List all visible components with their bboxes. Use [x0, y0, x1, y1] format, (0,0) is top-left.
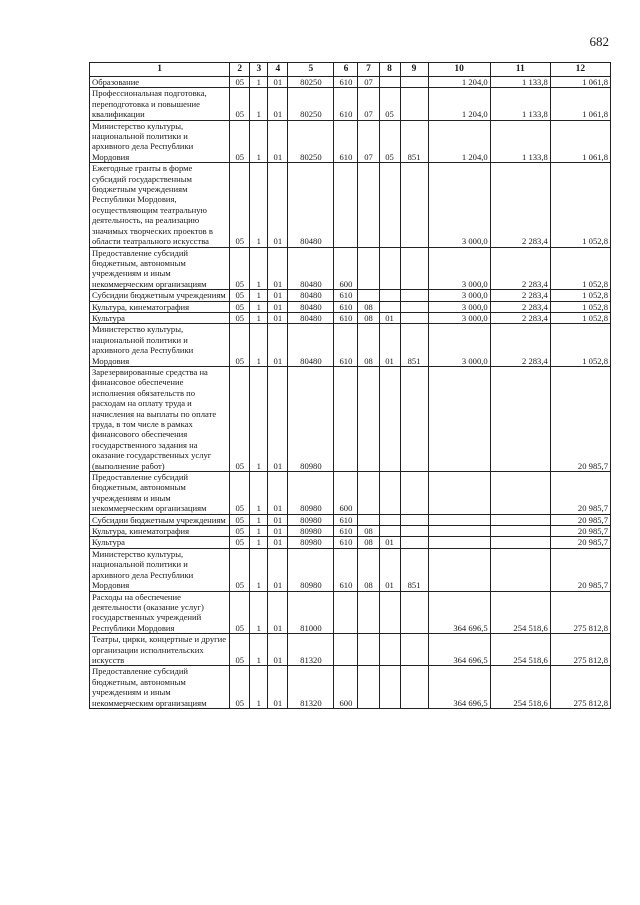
- amount-cell: 2 283,4: [490, 247, 550, 290]
- code-cell: 01: [268, 472, 288, 515]
- code-cell: 1: [250, 366, 268, 471]
- table-row: [90, 301, 611, 312]
- column-header: 12: [550, 63, 610, 77]
- code-cell: 80250: [288, 77, 334, 88]
- code-cell: [358, 514, 379, 525]
- code-cell: [358, 634, 379, 666]
- amount-cell: 3 000,0: [428, 324, 490, 367]
- code-cell: 600: [334, 472, 358, 515]
- table-row: [90, 514, 611, 525]
- code-cell: [334, 163, 358, 247]
- code-cell: [334, 591, 358, 634]
- code-cell: 80480: [288, 324, 334, 367]
- amount-cell: 3 000,0: [428, 301, 490, 312]
- amount-cell: 1 061,8: [550, 88, 610, 120]
- amount-cell: [428, 526, 490, 537]
- code-cell: [400, 537, 428, 548]
- code-cell: 80480: [288, 290, 334, 301]
- code-cell: 81320: [288, 634, 334, 666]
- amount-cell: 1 204,0: [428, 77, 490, 88]
- code-cell: 1: [250, 472, 268, 515]
- code-cell: 01: [268, 120, 288, 163]
- code-cell: [400, 247, 428, 290]
- amount-cell: [428, 537, 490, 548]
- amount-cell: 20 985,7: [550, 514, 610, 525]
- code-cell: [334, 634, 358, 666]
- amount-cell: 1 204,0: [428, 120, 490, 163]
- column-header: 9: [400, 63, 428, 77]
- amount-cell: 2 283,4: [490, 301, 550, 312]
- code-cell: [379, 366, 400, 471]
- code-cell: 600: [334, 247, 358, 290]
- table-row: [90, 537, 611, 548]
- code-cell: 81000: [288, 591, 334, 634]
- code-cell: [400, 77, 428, 88]
- code-cell: 05: [230, 247, 250, 290]
- amount-cell: 3 000,0: [428, 247, 490, 290]
- table-header-row: [90, 63, 611, 77]
- code-cell: 05: [230, 301, 250, 312]
- code-cell: 05: [230, 366, 250, 471]
- code-cell: 610: [334, 548, 358, 591]
- table-row: [90, 526, 611, 537]
- amount-cell: 1 061,8: [550, 77, 610, 88]
- code-cell: 610: [334, 301, 358, 312]
- code-cell: 80250: [288, 120, 334, 163]
- table-row: [90, 548, 611, 591]
- code-cell: [400, 290, 428, 301]
- code-cell: [400, 591, 428, 634]
- amount-cell: 1 061,8: [550, 120, 610, 163]
- code-cell: [379, 634, 400, 666]
- column-header: 3: [250, 63, 268, 77]
- code-cell: [358, 666, 379, 709]
- amount-cell: 20 985,7: [550, 366, 610, 471]
- row-name-cell: Расходы на обеспечение деятельности (оказание услуг) государственных учреждений Республики Мордовия: [90, 591, 230, 634]
- amount-cell: [428, 548, 490, 591]
- code-cell: 1: [250, 526, 268, 537]
- code-cell: 08: [358, 537, 379, 548]
- row-name-cell: Субсидии бюджетным учреждениям: [90, 290, 230, 301]
- code-cell: [400, 526, 428, 537]
- amount-cell: [490, 472, 550, 515]
- amount-cell: 275 812,8: [550, 591, 610, 634]
- code-cell: 600: [334, 666, 358, 709]
- column-header: 10: [428, 63, 490, 77]
- code-cell: 05: [379, 120, 400, 163]
- table-row: [90, 120, 611, 163]
- amount-cell: [428, 472, 490, 515]
- column-header: 7: [358, 63, 379, 77]
- code-cell: 01: [268, 312, 288, 323]
- code-cell: 1: [250, 312, 268, 323]
- amount-cell: 254 518,6: [490, 591, 550, 634]
- code-cell: [379, 247, 400, 290]
- code-cell: [400, 634, 428, 666]
- table-row: [90, 88, 611, 120]
- amount-cell: 20 985,7: [550, 526, 610, 537]
- amount-cell: 1 204,0: [428, 88, 490, 120]
- row-name-cell: Субсидии бюджетным учреждениям: [90, 514, 230, 525]
- table-row: [90, 312, 611, 323]
- table-row: [90, 290, 611, 301]
- code-cell: 01: [268, 324, 288, 367]
- code-cell: 1: [250, 290, 268, 301]
- code-cell: 610: [334, 120, 358, 163]
- table-row: [90, 366, 611, 471]
- amount-cell: 364 696,5: [428, 666, 490, 709]
- code-cell: 07: [358, 88, 379, 120]
- code-cell: 01: [268, 163, 288, 247]
- code-cell: [400, 301, 428, 312]
- amount-cell: 364 696,5: [428, 634, 490, 666]
- code-cell: 80980: [288, 548, 334, 591]
- table-row: [90, 591, 611, 634]
- code-cell: 80980: [288, 537, 334, 548]
- row-name-cell: Культура, кинематография: [90, 526, 230, 537]
- code-cell: 01: [379, 324, 400, 367]
- code-cell: 01: [268, 77, 288, 88]
- code-cell: 610: [334, 526, 358, 537]
- code-cell: 1: [250, 163, 268, 247]
- amount-cell: 3 000,0: [428, 163, 490, 247]
- code-cell: 80480: [288, 247, 334, 290]
- amount-cell: 1 052,8: [550, 312, 610, 323]
- amount-cell: 254 518,6: [490, 634, 550, 666]
- amount-cell: 2 283,4: [490, 290, 550, 301]
- code-cell: 1: [250, 666, 268, 709]
- amount-cell: [490, 514, 550, 525]
- code-cell: [400, 514, 428, 525]
- code-cell: 01: [379, 537, 400, 548]
- row-name-cell: Театры, цирки, концертные и другие организации исполнительских искусств: [90, 634, 230, 666]
- code-cell: 08: [358, 526, 379, 537]
- amount-cell: [490, 548, 550, 591]
- amount-cell: 1 052,8: [550, 290, 610, 301]
- column-header: 1: [90, 63, 230, 77]
- table-row: [90, 666, 611, 709]
- code-cell: 05: [230, 290, 250, 301]
- code-cell: 01: [268, 514, 288, 525]
- code-cell: [379, 290, 400, 301]
- code-cell: 1: [250, 634, 268, 666]
- table-row: [90, 324, 611, 367]
- row-name-cell: Предоставление субсидий бюджетным, автономным учреждениям и иным некоммерческим организациям: [90, 472, 230, 515]
- code-cell: 05: [230, 634, 250, 666]
- code-cell: 80250: [288, 88, 334, 120]
- code-cell: 851: [400, 324, 428, 367]
- amount-cell: 1 133,8: [490, 77, 550, 88]
- code-cell: 1: [250, 548, 268, 591]
- code-cell: [400, 666, 428, 709]
- table-row: [90, 163, 611, 247]
- code-cell: [400, 88, 428, 120]
- code-cell: 01: [268, 247, 288, 290]
- code-cell: 05: [230, 526, 250, 537]
- code-cell: 05: [230, 163, 250, 247]
- amount-cell: 1 133,8: [490, 88, 550, 120]
- amount-cell: [490, 366, 550, 471]
- code-cell: 05: [230, 666, 250, 709]
- budget-table: [89, 62, 611, 709]
- amount-cell: 3 000,0: [428, 290, 490, 301]
- column-header: 11: [490, 63, 550, 77]
- code-cell: [358, 163, 379, 247]
- code-cell: [379, 666, 400, 709]
- amount-cell: 2 283,4: [490, 163, 550, 247]
- amount-cell: 3 000,0: [428, 312, 490, 323]
- code-cell: 851: [400, 548, 428, 591]
- amount-cell: 1 133,8: [490, 120, 550, 163]
- code-cell: 610: [334, 290, 358, 301]
- code-cell: 05: [230, 77, 250, 88]
- code-cell: 1: [250, 301, 268, 312]
- code-cell: 81320: [288, 666, 334, 709]
- code-cell: 610: [334, 77, 358, 88]
- table-row: [90, 634, 611, 666]
- code-cell: 80980: [288, 526, 334, 537]
- row-name-cell: Министерство культуры, национальной политики и архивного дела Республики Мордовия: [90, 120, 230, 163]
- code-cell: 610: [334, 537, 358, 548]
- row-name-cell: Образование: [90, 77, 230, 88]
- amount-cell: [428, 366, 490, 471]
- code-cell: 05: [230, 591, 250, 634]
- table-row: [90, 77, 611, 88]
- table-row: [90, 472, 611, 515]
- amount-cell: 20 985,7: [550, 472, 610, 515]
- code-cell: 01: [268, 526, 288, 537]
- code-cell: [358, 591, 379, 634]
- row-name-cell: Министерство культуры, национальной политики и архивного дела Республики Мордовия: [90, 324, 230, 367]
- code-cell: 610: [334, 514, 358, 525]
- code-cell: 01: [268, 366, 288, 471]
- code-cell: 08: [358, 301, 379, 312]
- code-cell: 01: [268, 537, 288, 548]
- code-cell: [400, 163, 428, 247]
- code-cell: 1: [250, 591, 268, 634]
- code-cell: 01: [268, 591, 288, 634]
- code-cell: 1: [250, 537, 268, 548]
- code-cell: [379, 301, 400, 312]
- code-cell: 80980: [288, 472, 334, 515]
- amount-cell: [490, 526, 550, 537]
- code-cell: [379, 472, 400, 515]
- code-cell: 80480: [288, 301, 334, 312]
- code-cell: 1: [250, 88, 268, 120]
- code-cell: 01: [268, 634, 288, 666]
- table-body: [90, 77, 611, 709]
- code-cell: 01: [379, 312, 400, 323]
- code-cell: 05: [230, 324, 250, 367]
- code-cell: 1: [250, 324, 268, 367]
- row-name-cell: Культура: [90, 537, 230, 548]
- code-cell: 610: [334, 312, 358, 323]
- row-name-cell: Ежегодные гранты в форме субсидий государственным бюджетным учреждениям Республики Мордовия, осуществляющим театральную деятельность, на реализацию значимых творческих проектов в области театрального искусства: [90, 163, 230, 247]
- code-cell: 80980: [288, 514, 334, 525]
- code-cell: 01: [268, 290, 288, 301]
- code-cell: [379, 591, 400, 634]
- amount-cell: 275 812,8: [550, 666, 610, 709]
- code-cell: [400, 472, 428, 515]
- code-cell: 01: [268, 88, 288, 120]
- code-cell: [379, 77, 400, 88]
- code-cell: 05: [230, 312, 250, 323]
- amount-cell: 275 812,8: [550, 634, 610, 666]
- code-cell: 08: [358, 312, 379, 323]
- column-header: 5: [288, 63, 334, 77]
- code-cell: 01: [268, 301, 288, 312]
- amount-cell: 2 283,4: [490, 324, 550, 367]
- column-header: 6: [334, 63, 358, 77]
- code-cell: 1: [250, 77, 268, 88]
- amount-cell: [490, 537, 550, 548]
- row-name-cell: Предоставление субсидий бюджетным, автономным учреждениям и иным некоммерческим организациям: [90, 247, 230, 290]
- amount-cell: 20 985,7: [550, 548, 610, 591]
- row-name-cell: Предоставление субсидий бюджетным, автономным учреждениям и иным некоммерческим организациям: [90, 666, 230, 709]
- code-cell: 01: [268, 548, 288, 591]
- row-name-cell: Профессиональная подготовка, переподготовка и повышение квалификации: [90, 88, 230, 120]
- code-cell: 1: [250, 514, 268, 525]
- row-name-cell: Зарезервированные средства на финансовое обеспечение исполнения обязательств по расходам на оплату труда и начисления на выплаты по оплате труда, в том числе в рамках финансового обеспечения государственного задания на оказание государственных услуг (выполнение работ): [90, 366, 230, 471]
- amount-cell: 1 052,8: [550, 163, 610, 247]
- code-cell: 610: [334, 324, 358, 367]
- code-cell: 05: [230, 88, 250, 120]
- row-name-cell: Культура: [90, 312, 230, 323]
- amount-cell: 20 985,7: [550, 537, 610, 548]
- amount-cell: 1 052,8: [550, 324, 610, 367]
- amount-cell: 254 518,6: [490, 666, 550, 709]
- code-cell: [379, 526, 400, 537]
- code-cell: 05: [230, 120, 250, 163]
- page-number: 682: [589, 34, 609, 49]
- code-cell: 08: [358, 548, 379, 591]
- amount-cell: 364 696,5: [428, 591, 490, 634]
- column-header: 4: [268, 63, 288, 77]
- code-cell: [358, 290, 379, 301]
- code-cell: 80480: [288, 312, 334, 323]
- code-cell: [358, 366, 379, 471]
- code-cell: 01: [379, 548, 400, 591]
- code-cell: 08: [358, 324, 379, 367]
- code-cell: 80480: [288, 163, 334, 247]
- column-header: 8: [379, 63, 400, 77]
- code-cell: [400, 366, 428, 471]
- code-cell: 851: [400, 120, 428, 163]
- amount-cell: 2 283,4: [490, 312, 550, 323]
- code-cell: 1: [250, 120, 268, 163]
- code-cell: 05: [230, 537, 250, 548]
- code-cell: 05: [230, 472, 250, 515]
- code-cell: 07: [358, 77, 379, 88]
- amount-cell: [428, 514, 490, 525]
- code-cell: [379, 163, 400, 247]
- amount-cell: 1 052,8: [550, 301, 610, 312]
- code-cell: 610: [334, 88, 358, 120]
- row-name-cell: Министерство культуры, национальной политики и архивного дела Республики Мордовия: [90, 548, 230, 591]
- amount-cell: 1 052,8: [550, 247, 610, 290]
- row-name-cell: Культура, кинематография: [90, 301, 230, 312]
- code-cell: [400, 312, 428, 323]
- code-cell: 07: [358, 120, 379, 163]
- table-row: [90, 247, 611, 290]
- code-cell: 80980: [288, 366, 334, 471]
- code-cell: 05: [230, 548, 250, 591]
- code-cell: [334, 366, 358, 471]
- column-header: 2: [230, 63, 250, 77]
- code-cell: 01: [268, 666, 288, 709]
- code-cell: 1: [250, 247, 268, 290]
- code-cell: [358, 472, 379, 515]
- code-cell: [379, 514, 400, 525]
- code-cell: [358, 247, 379, 290]
- code-cell: 05: [230, 514, 250, 525]
- code-cell: 05: [379, 88, 400, 120]
